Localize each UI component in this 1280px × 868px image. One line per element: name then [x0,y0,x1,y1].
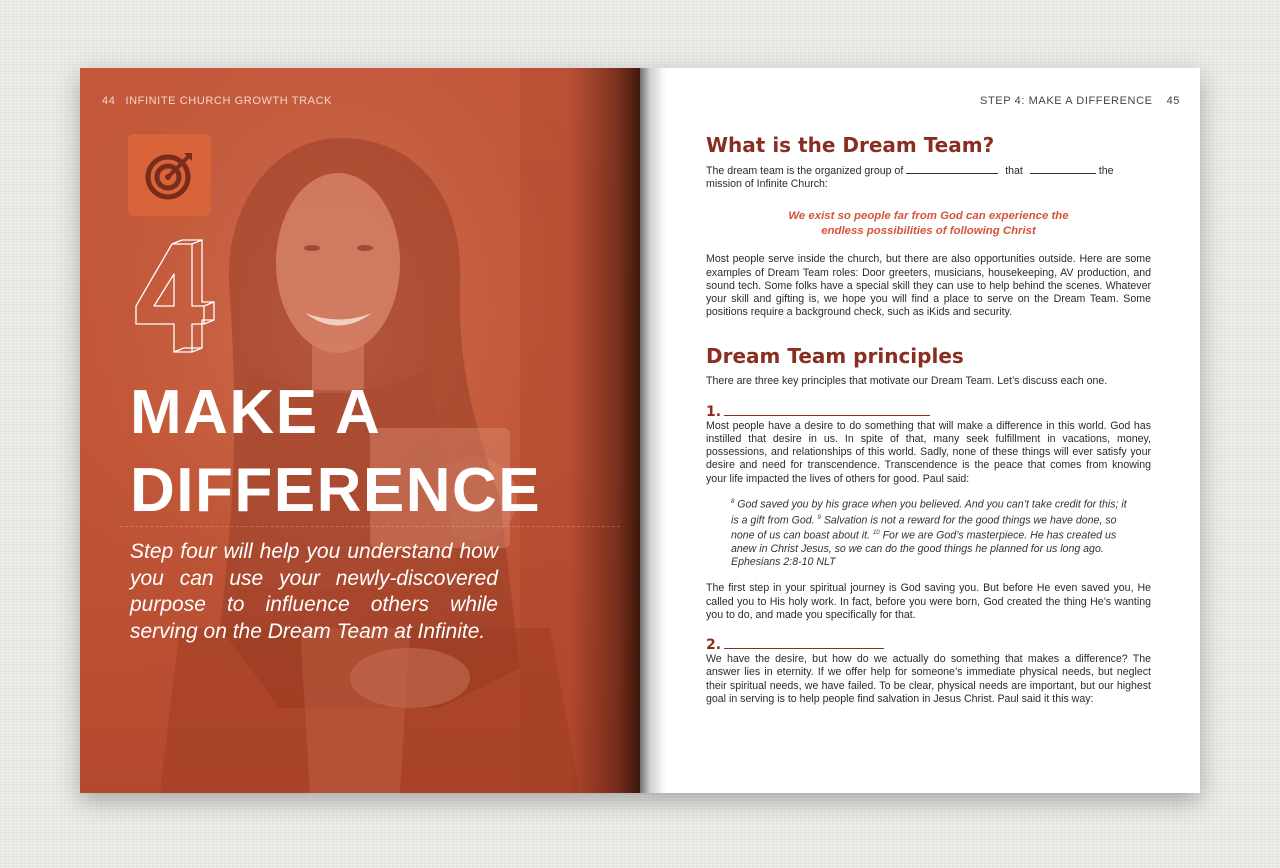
fill-in-blank-2[interactable] [1030,164,1096,174]
chapter-title [130,374,541,530]
chapter-subtitle: Step four will help you understand how you can use your newly-discovered purpose to influence others while serving on the Dream Team at Infinite. [130,540,498,643]
intro-text-3: the [1098,165,1114,177]
right-running-head-text: STEP 4: MAKE A DIFFERENCE [980,95,1153,107]
roles-paragraph: Most people serve inside the church, but there are also opportunities outside. Here are some examples of Dream Team roles: Door greeters, musicians, housekeeping, AV production, and sound tech. Some folks have a special skill they can use to help behind the scenes. Whatever your skill and gifting is, we hope you will find a place to serve on the Dream Team. Some positions require a background check, such as iKids and security. [706,253,1151,319]
step-number-outline [130,225,220,364]
principle-2-number: 2. [706,637,722,654]
principle-1-blank[interactable] [724,403,930,416]
intro-paragraph [706,164,1151,191]
mission-statement [706,209,1151,239]
spine-shadow [570,68,640,793]
intro-text-2: that [1005,165,1023,177]
left-page-number: 44 [102,95,116,107]
verse-text-b: Salvation is not a reward for the good things we have done, so none of us can boast about it. [731,514,1117,542]
first-step-paragraph: The first step in your spiritual journey is God saving you. But before He even saved you, He called you to His holy work. In fact, before you were born, God created the thing He’s wanting you to do, and made you specifically for that. [706,582,1151,621]
page-content [706,132,1151,706]
step-badge [128,134,211,216]
section-heading-dream-team: What is the Dream Team? [706,133,995,157]
verse-text-a: God saved you by his grace when you believed. And you can’t take credit for this; it is a gift from God. [731,498,1127,527]
principle-1-paragraph: Most people have a desire to do something that will make a difference in this world. God has instilled that desire in us. In spite of that, many seek fulfillment in vacations, money, possessions, and relationships of this world. Sadly, none of these things will ever satisfy your desire and need for transcendence. Transcendence is the peace that comes from knowing your life impacted the lives of others for good. Paul said: [706,419,1151,485]
section-heading-principles: Dream Team principles [706,344,964,369]
verse-text-c: For we are God’s masterpiece. He has created us anew in Christ Jesus, so we can do the good things he planned for us long ago. [731,529,1117,556]
gutter-shadow [640,68,666,793]
verse-reference: Ephesians 2:8-10 NLT [731,556,836,569]
right-page-number: 45 [1166,95,1180,107]
chapter-title-line2: DIFFERENCE [130,456,542,525]
left-running-head [102,95,332,107]
principle-2-heading [706,636,1151,653]
left-running-head-text: INFINITE CHURCH GROWTH TRACK [125,95,333,107]
right-page [640,68,1200,793]
principle-2-paragraph: We have the desire, but how do we actually do something that makes a difference? The answer lies in eternity. If we offer help for someone’s immediate physical needs, but neglect their spiritual needs, we have failed. To be clear, physical needs are important, but our highest goal in serving is to help people find salvation in Jesus Christ. Paul said it this way: [706,653,1151,705]
verse-number-10: 10 [872,530,880,537]
fill-in-blank-1[interactable] [906,164,998,174]
verse-number-9: 9 [817,514,821,521]
right-running-head [980,95,1180,107]
mission-line-2: endless possibilities of following Christ [821,225,1036,238]
mission-line-1: We exist so people far from God can experience the [788,210,1069,223]
divider [120,526,620,527]
principle-2-blank[interactable] [724,636,884,649]
left-page [80,68,640,793]
scripture-quote [731,496,1131,570]
verse-number-8: 8 [731,498,735,505]
principle-1-number: 1. [706,403,722,420]
chapter-title-line1: MAKE A [130,378,382,447]
principles-intro: There are three key principles that motivate our Dream Team. Let’s discuss each one. [706,375,1108,388]
target-icon [144,149,196,201]
intro-text-4: mission of Infinite Church: [706,178,828,191]
open-book [80,68,1200,793]
intro-text-1: The dream team is the organized group of [706,165,904,177]
principle-1-heading [706,403,1151,420]
step-number: 4 [130,225,141,244]
